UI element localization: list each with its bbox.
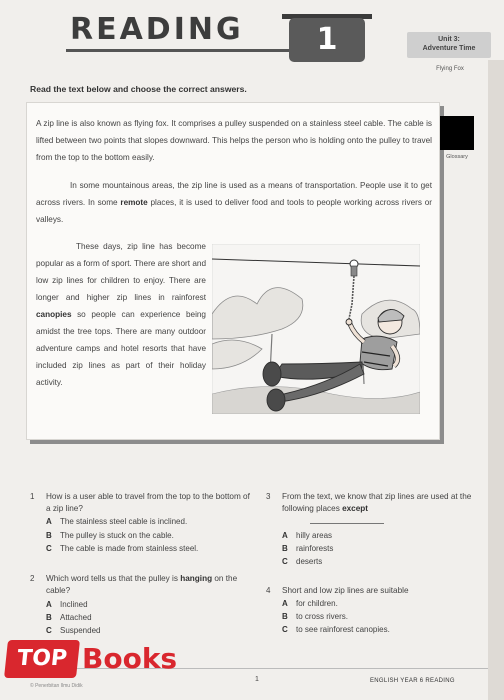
- footer-copyright: © Penerbitan Ilmu Didik: [30, 683, 83, 689]
- glossary-icon: [440, 116, 474, 150]
- title-underline: [66, 49, 290, 52]
- question-text: From the text, we know that zip lines are used at the following places: [282, 492, 472, 513]
- bold-word-except: except: [342, 504, 369, 513]
- passage-paragraph-2: [36, 177, 432, 228]
- option-text: rainforests: [296, 544, 334, 553]
- footer-book-title: ENGLISH YEAR 6 READING: [370, 678, 455, 684]
- page-number: 1: [255, 676, 259, 683]
- option-text: to cross rivers.: [296, 612, 349, 621]
- unit-label: [407, 32, 491, 58]
- zip-line-illustration: [212, 244, 420, 414]
- passage-paragraph-3: [36, 238, 206, 391]
- option-text: The stainless steel cable is inclined.: [60, 517, 188, 526]
- question-4-number: 4: [266, 586, 271, 595]
- option-text: The cable is made from stainless steel.: [60, 544, 199, 553]
- question-3-option-a[interactable]: [282, 530, 332, 542]
- question-1-option-a[interactable]: [46, 516, 187, 528]
- option-letter: A: [282, 531, 288, 540]
- page-title: READING: [70, 12, 244, 47]
- question-3-option-c[interactable]: [282, 556, 322, 568]
- option-letter: A: [282, 599, 288, 608]
- option-letter: B: [282, 544, 288, 553]
- paragraph-text: In some mountainous areas, the zip line is used as a means of transportation. People use it to get across rivers. In some: [36, 181, 432, 207]
- option-text: deserts: [296, 557, 323, 566]
- option-text: Attached: [60, 613, 92, 622]
- option-text: Suspended: [60, 626, 101, 635]
- glossary-label: Glossary: [446, 154, 468, 160]
- question-4-option-b[interactable]: [282, 611, 348, 623]
- question-1-number: 1: [30, 492, 35, 501]
- option-letter: C: [46, 544, 52, 553]
- option-text: to see rainforest canopies.: [296, 625, 390, 634]
- question-1-option-b[interactable]: [46, 530, 174, 542]
- option-letter: C: [46, 626, 52, 635]
- watermark-logo-badge: TOP: [4, 640, 80, 678]
- question-3-option-b[interactable]: [282, 543, 333, 555]
- question-2-option-b[interactable]: [46, 612, 92, 624]
- question-1-text: How is a user able to travel from the top to the bottom of a zip line?: [46, 492, 250, 513]
- question-3-text: [282, 491, 488, 515]
- question-4-option-a[interactable]: [282, 598, 338, 610]
- paragraph-text: These days, zip line has become popular as a form of sport. There are short and low zip lines for children to enjoy. There are longer and higher zip lines in rainforest: [36, 242, 206, 302]
- option-letter: B: [282, 612, 288, 621]
- bold-word-hanging: hanging: [180, 574, 213, 583]
- option-letter: B: [46, 531, 52, 540]
- option-letter: A: [46, 517, 52, 526]
- bold-word-canopies: canopies: [36, 310, 72, 319]
- question-2-option-a[interactable]: [46, 599, 88, 611]
- option-text: The pulley is stuck on the cable.: [60, 531, 174, 540]
- option-letter: C: [282, 625, 288, 634]
- question-2-option-c[interactable]: [46, 625, 100, 637]
- question-4-text: Short and low zip lines are suitable: [282, 586, 409, 595]
- question-3-number: 3: [266, 492, 271, 501]
- question-1-option-c[interactable]: [46, 543, 198, 555]
- bold-word-remote: remote: [120, 198, 148, 207]
- question-text: Which word tells us that the pulley is: [46, 574, 181, 583]
- question-2-number: 2: [30, 574, 35, 583]
- paragraph-text: so people can experience being amidst the tree tops. There are many outdoor adventure camps and hotel resorts that have included zip lines as part of their holiday activity.: [36, 310, 206, 387]
- option-text: for children.: [296, 599, 338, 608]
- paragraph-text: places, it is used to deliver food and tools to people working across rivers or valleys.: [36, 198, 432, 224]
- option-letter: A: [46, 600, 52, 609]
- question-text: on the cable?: [46, 574, 238, 595]
- unit-line-1: Unit 3:: [438, 36, 460, 43]
- question-2-text: [46, 573, 250, 597]
- option-text: hilly areas: [296, 531, 333, 540]
- unit-line-2: Adventure Time: [422, 45, 476, 52]
- question-4-option-c[interactable]: [282, 624, 390, 636]
- side-strip: [488, 60, 504, 700]
- option-letter: B: [46, 613, 52, 622]
- unit-subtitle: Flying Fox: [436, 66, 464, 72]
- option-text: Inclined: [60, 600, 88, 609]
- exercise-number: 1: [289, 18, 365, 62]
- instruction: Read the text below and choose the correct answers.: [30, 84, 247, 94]
- answer-blank: [310, 523, 384, 524]
- watermark-logo-text: Books: [82, 642, 178, 675]
- passage-paragraph-1: A zip line is also known as flying fox. It comprises a pulley suspended on a stainless steel cable. The cable is lifted between two points that slopes downward. This helps the person who is holding onto the pulley to travel from the top to the bottom easily.: [36, 119, 432, 162]
- option-letter: C: [282, 557, 288, 566]
